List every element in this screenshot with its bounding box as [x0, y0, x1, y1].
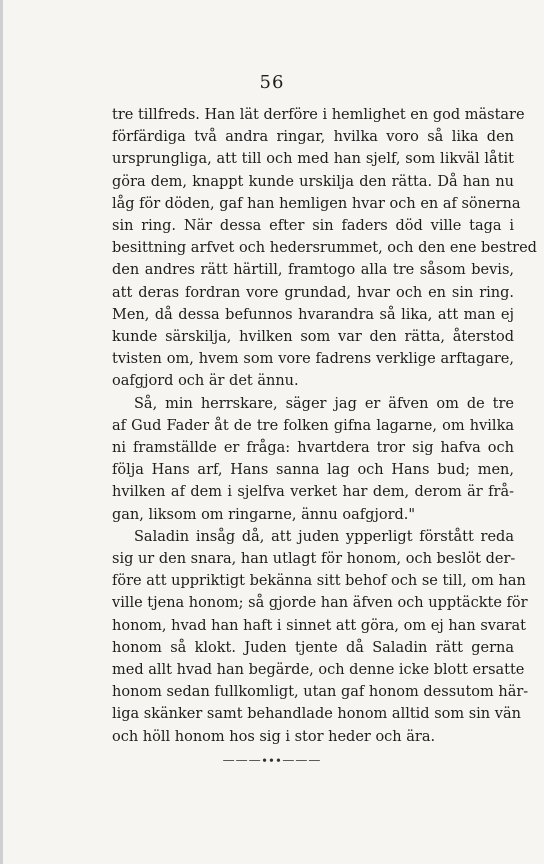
section-end-ornament: ———∙∙∙———: [222, 753, 322, 767]
text-line: ni framställde er fråga: hvartdera tror sig hafva och: [112, 440, 514, 457]
text-line: sin ring. När dessa efter sin faders död ville taga i: [112, 218, 514, 235]
paragraph-start-line: Saladin insåg då, att juden ypperligt förstått reda: [134, 528, 514, 545]
text-line: att deras fordran vore grundad, hvar och en sin ring.: [112, 284, 514, 301]
text-line: göra dem, knappt kunde urskilja den rätta. Då han nu: [112, 173, 514, 190]
text-line: honom så klokt. Juden tjente då Saladin rätt gerna: [112, 639, 514, 656]
text-line: liga skänker samt behandlade honom alltid som sin vän: [112, 706, 521, 723]
text-line: honom sedan fullkomligt, utan gaf honom dessutom här-: [112, 684, 529, 701]
text-line: före att uppriktigt bekänna sitt behof och se till, om han: [112, 573, 526, 590]
text-line: ursprungliga, att till och med han sjelf, som likväl låtit: [112, 151, 514, 168]
paragraph-end-line: gan, liksom om ringarne, ännu oafgjord.": [112, 506, 416, 523]
text-line: sig ur den snara, han utlagt för honom, och beslöt der-: [112, 551, 516, 568]
text-line: tvisten om, hvem som vore fadrens verklige arftagare,: [112, 351, 514, 368]
text-line: Men, då dessa befunnos hvarandra så lika, att man ej: [112, 306, 514, 323]
text-line: ville tjena honom; så gjorde han äfven och upptäckte för: [112, 595, 528, 612]
body-text: [112, 104, 537, 748]
page-number: 56: [259, 72, 285, 93]
text-line: af Gud Fader åt de tre folken gifna lagarne, om hvilka: [112, 417, 514, 434]
text-line: honom, hvad han haft i sinnet att göra, om ej han svarat: [112, 617, 527, 634]
text-line: den andres rätt härtill, framtogo alla tre såsom bevis,: [112, 262, 514, 279]
paragraph-end-line: oafgjord och är det ännu.: [112, 373, 299, 390]
text-line: förfärdiga två andra ringar, hvilka voro så lika den: [112, 129, 514, 146]
text-line: följa Hans arf, Hans sanna lag och Hans bud; men,: [112, 462, 514, 479]
page-edge: [0, 0, 3, 864]
paragraph-start-line: Så, min herrskare, säger jag er äfven om de tre: [134, 395, 514, 412]
text-line: kunde särskilja, hvilken som var den rätta, återstod: [112, 329, 514, 346]
text-line: med allt hvad han begärde, och denne icke blott ersatte: [112, 662, 525, 679]
paragraph-end-line: och höll honom hos sig i stor heder och ära.: [112, 728, 436, 745]
text-line: tre tillfreds. Han lät derföre i hemlighet en god mästare: [112, 107, 525, 123]
text-line: besittning arfvet och hedersrummet, och den ene bestred: [112, 240, 537, 257]
text-line: låg för döden, gaf han hemligen hvar och en af sönerna: [112, 195, 521, 212]
text-line: hvilken af dem i sjelfva verket har dem, derom är frå-: [112, 484, 514, 501]
